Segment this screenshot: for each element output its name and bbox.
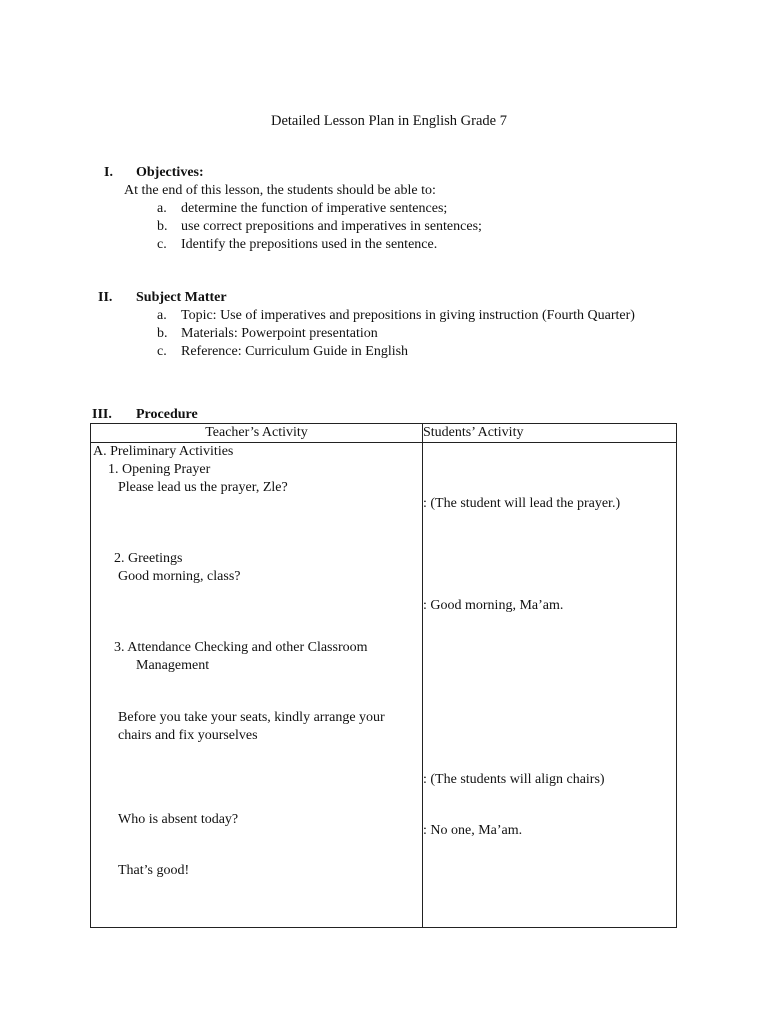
subject-text: Topic: Use of imperatives and prepositions in giving instruction (Fourth Quarter) — [181, 308, 635, 323]
procedure-table — [90, 423, 677, 928]
teacher-greetings: 2. Greetings — [114, 551, 183, 566]
objective-marker: c. — [157, 237, 167, 252]
subject-text: Materials: Powerpoint presentation — [181, 326, 378, 341]
teacher-attendance-title: 3. Attendance Checking and other Classroom — [114, 640, 368, 655]
objective-text: determine the function of imperative sentences; — [181, 201, 448, 216]
objectives-heading: Objectives: — [136, 165, 204, 180]
objectives-intro: At the end of this lesson, the students should be able to: — [124, 183, 436, 198]
subject-matter-heading: Subject Matter — [136, 290, 227, 305]
subject-marker: c. — [157, 344, 167, 359]
objective-item-c — [157, 236, 437, 254]
objective-item-a — [157, 200, 447, 218]
teacher-prayer-line: Please lead us the prayer, Zle? — [118, 480, 288, 495]
student-absent-response: : No one, Ma’am. — [423, 823, 523, 838]
teacher-absent-question: Who is absent today? — [118, 812, 239, 827]
teacher-arrange-line-2: chairs and fix yourselves — [118, 728, 258, 743]
subject-marker: b. — [157, 326, 168, 341]
student-greet-response: : Good morning, Ma’am. — [423, 598, 564, 613]
objective-marker: b. — [157, 219, 168, 234]
teacher-attendance-title-cont: Management — [136, 658, 210, 673]
subject-item-c — [157, 343, 408, 361]
objective-text: use correct prepositions and imperatives in sentences; — [181, 219, 482, 234]
objectives-number: I. — [104, 165, 113, 180]
subject-marker: a. — [157, 308, 167, 323]
student-chairs-response: : (The students will align chairs) — [423, 772, 605, 787]
objective-text: Identify the prepositions used in the sentence. — [181, 237, 438, 252]
student-prayer-response: : (The student will lead the prayer.) — [423, 496, 621, 511]
objective-item-b — [157, 218, 482, 236]
subject-matter-number: II. — [98, 290, 113, 305]
procedure-heading: Procedure — [136, 407, 198, 422]
teacher-thats-good: That’s good! — [118, 863, 190, 878]
teacher-greet-line: Good morning, class? — [118, 569, 241, 584]
header-teacher-activity: Teacher’s Activity — [205, 425, 308, 440]
subject-item-b — [157, 325, 378, 343]
teacher-preliminary-activities: A. Preliminary Activities — [93, 444, 234, 459]
teacher-arrange-line-1: Before you take your seats, kindly arrange your — [118, 710, 385, 725]
teacher-opening-prayer: 1. Opening Prayer — [108, 462, 211, 477]
subject-text: Reference: Curriculum Guide in English — [181, 344, 409, 359]
objective-marker: a. — [157, 201, 167, 216]
header-students-activity: Students’ Activity — [423, 425, 524, 440]
procedure-number: III. — [92, 407, 112, 422]
document-title: Detailed Lesson Plan in English Grade 7 — [271, 113, 507, 129]
subject-item-a — [157, 307, 635, 325]
